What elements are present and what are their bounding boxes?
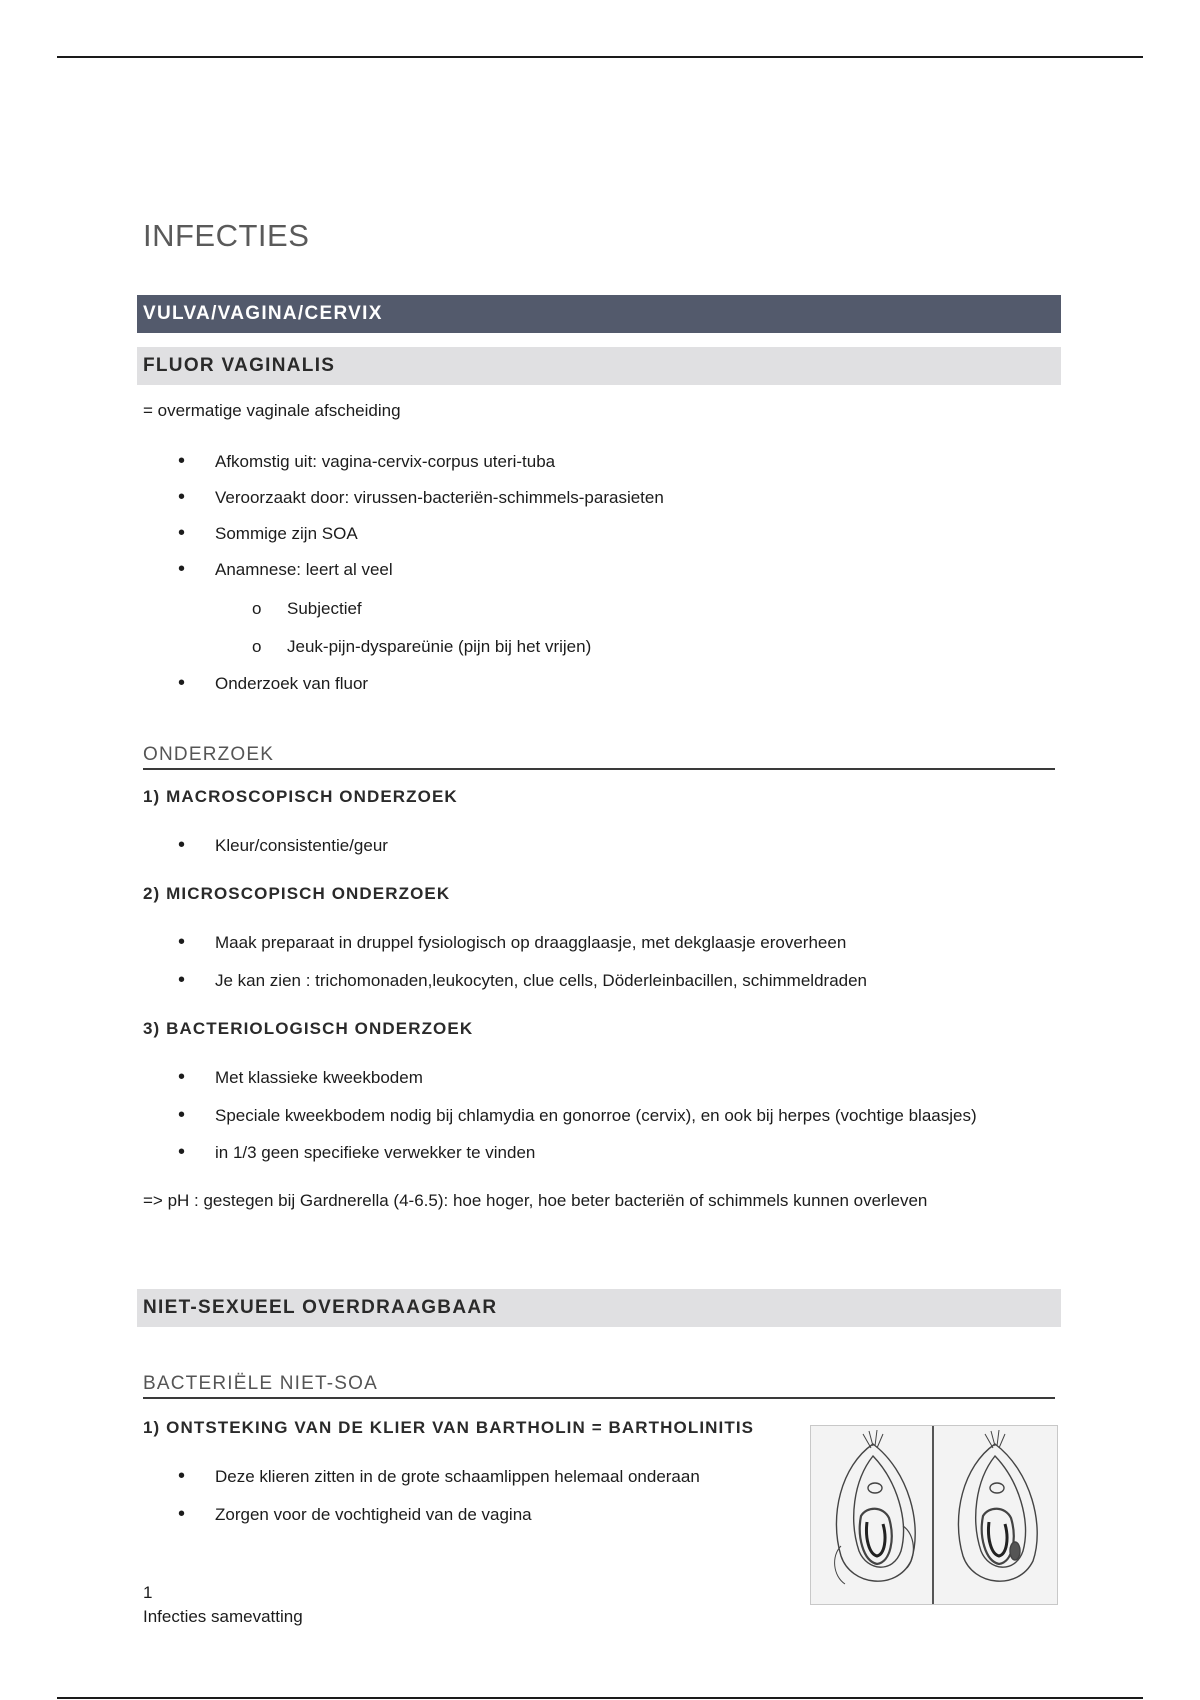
ph-note: => pH : gestegen bij Gardnerella (4-6.5): hoe hoger, hoe beter bacteriën of schimmels kunnen overleven [143,1191,928,1210]
bullet-icon: • [178,834,186,856]
section-band-fluor: FLUOR VAGINALIS [137,347,1061,385]
heading-macroscopisch: 1) MACROSCOPISCH ONDERZOEK [143,787,458,806]
page-bottom-rule [57,1697,1143,1699]
section-band-vulva: VULVA/VAGINA/CERVIX [137,295,1061,333]
page-title: INFECTIES [143,218,310,253]
footer-doc-title: Infecties samevatting [143,1607,303,1626]
bullet-icon: • [178,1066,186,1088]
heading-bacteriologisch: 3) BACTERIOLOGISCH ONDERZOEK [143,1019,474,1038]
bartholin-illustration [810,1425,1058,1605]
page-number: 1 [143,1583,153,1602]
bullet-icon: • [178,672,186,694]
bullet-icon: • [178,1465,186,1487]
intro-definition: = overmatige vaginale afscheiding [143,401,401,420]
anatomy-sketch-icon [811,1426,1057,1604]
bullet-icon: • [178,969,186,991]
page-top-rule [57,56,1143,58]
bullet-icon: • [178,486,186,508]
subheading-onderzoek: ONDERZOEK [143,744,1055,770]
bullet-icon: • [178,931,186,953]
section-band-niet-sexueel: NIET-SEXUEEL OVERDRAAGBAAR [137,1289,1061,1327]
sub-bullet-icon: o [252,599,262,618]
subheading-bacteriele-niet-soa: BACTERIËLE NIET-SOA [143,1373,1055,1399]
bullet-icon: • [178,450,186,472]
bullet-icon: • [178,1104,186,1126]
sub-bullet-icon: o [252,637,262,656]
heading-bartholinitis: 1) ONTSTEKING VAN DE KLIER VAN BARTHOLIN = BARTHOLINITIS [143,1418,755,1437]
bullet-icon: • [178,1503,186,1525]
bullet-icon: • [178,522,186,544]
bullet-icon: • [178,1141,186,1163]
bullet-icon: • [178,558,186,580]
heading-microscopisch: 2) MICROSCOPISCH ONDERZOEK [143,884,451,903]
